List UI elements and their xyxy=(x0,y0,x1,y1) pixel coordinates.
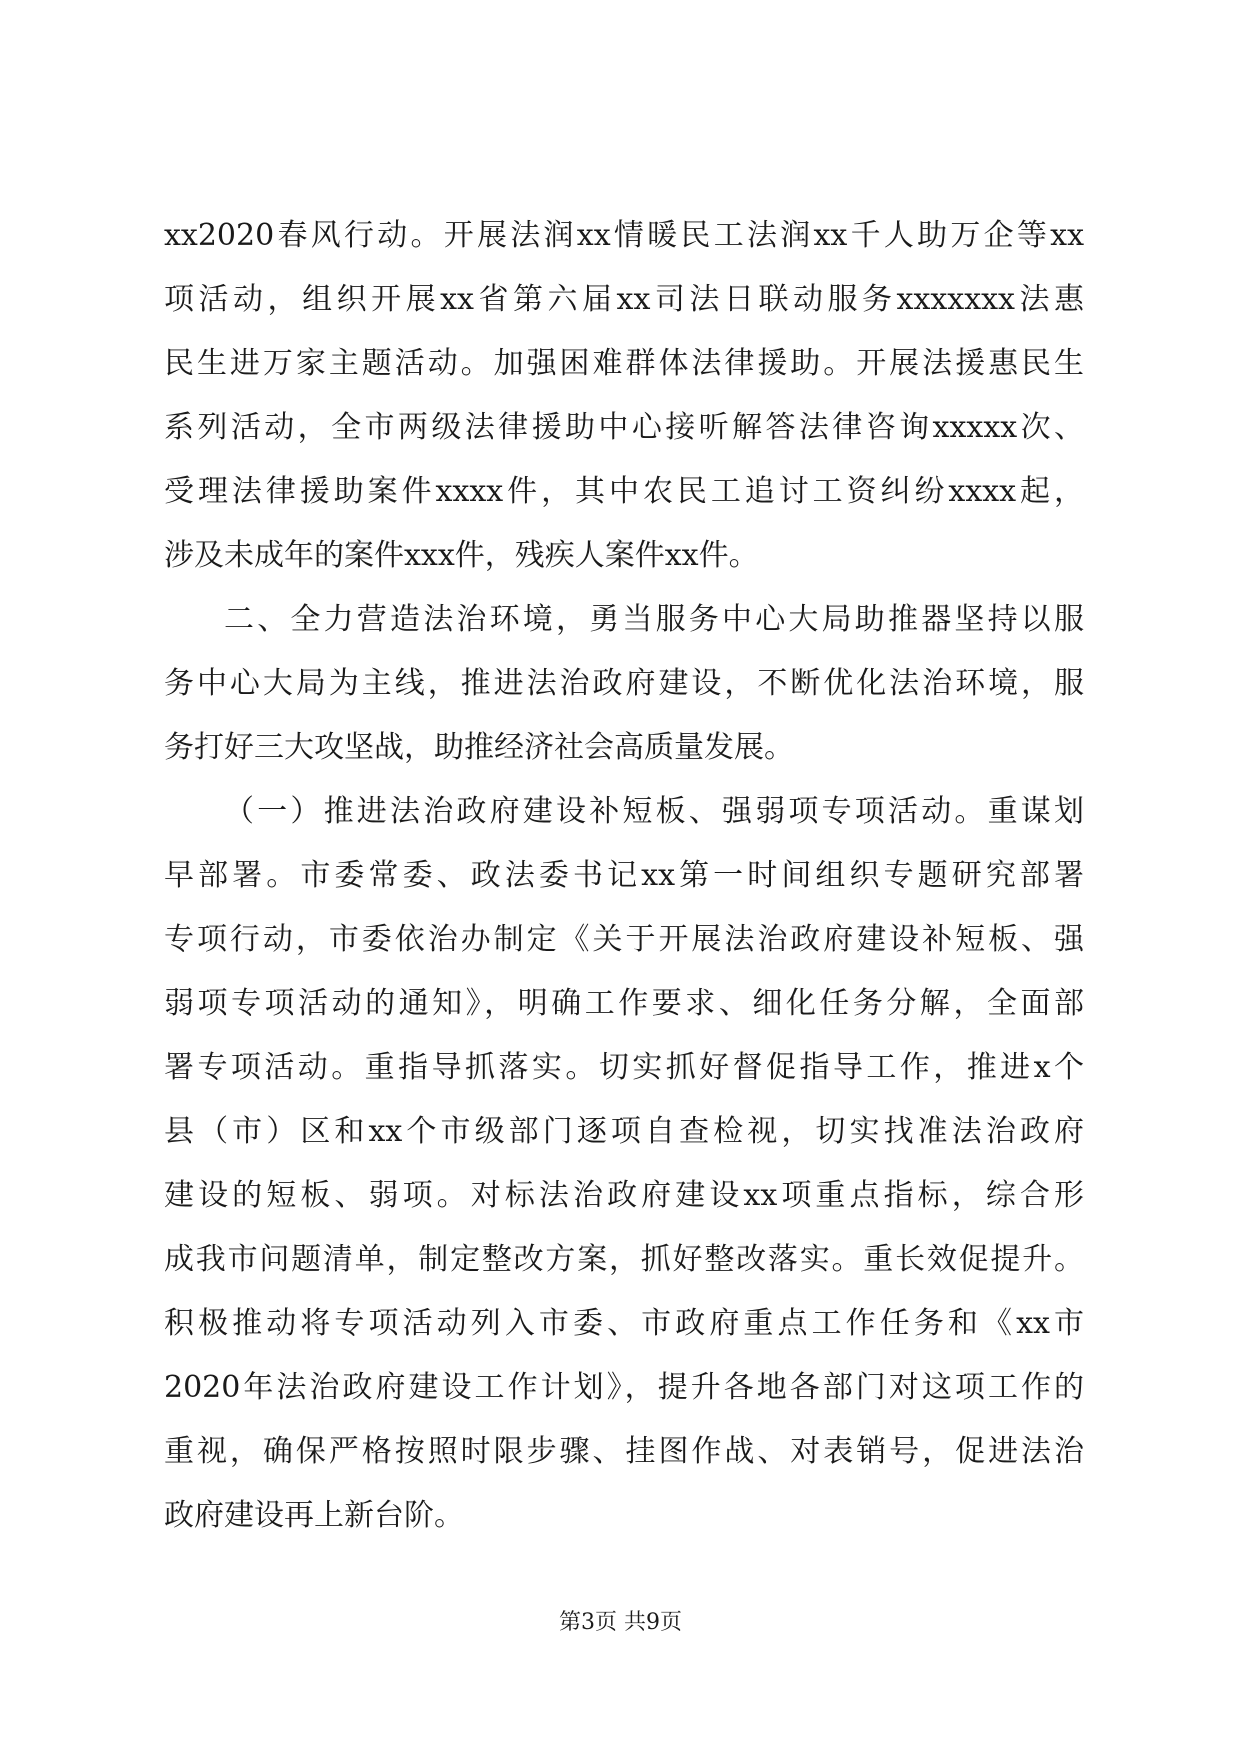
text-line: 项活动，组织开展xx省第六届xx司法日联动服务xxxxxxx法惠 xyxy=(164,282,1084,317)
text-line: 政府建设再上新台阶。 xyxy=(164,1498,464,1533)
text-line: 成我市问题清单，制定整改方案，抓好整改落实。重长效促提升。 xyxy=(164,1242,1084,1277)
text-line: 重视，确保严格按照时限步骤、挂图作战、对表销号，促进法治 xyxy=(164,1434,1084,1469)
text-line: 涉及未成年的案件xxx件，残疾人案件xx件。 xyxy=(164,538,759,573)
text-line: 民生进万家主题活动。加强困难群体法律援助。开展法援惠民生 xyxy=(164,346,1084,381)
text-line: 建设的短板、弱项。对标法治政府建设xx项重点指标，综合形 xyxy=(164,1178,1084,1213)
text-line: 二、全力营造法治环境，勇当服务中心大局助推器坚持以服 xyxy=(224,602,1084,637)
text-line: 早部署。市委常委、政法委书记xx第一时间组织专题研究部署 xyxy=(164,858,1084,893)
text-line: 务打好三大攻坚战，助推经济社会高质量发展。 xyxy=(164,730,794,765)
body-text xyxy=(164,204,1084,1548)
text-line: 积极推动将专项活动列入市委、市政府重点工作任务和《xx市 xyxy=(164,1306,1084,1341)
paragraph-1 xyxy=(164,204,1084,588)
text-line: 务中心大局为主线，推进法治政府建设，不断优化法治环境，服 xyxy=(164,666,1084,701)
text-line: 2020年法治政府建设工作计划》，提升各地各部门对这项工作的 xyxy=(164,1370,1084,1405)
text-line: 专项行动，市委依治办制定《关于开展法治政府建设补短板、强 xyxy=(164,922,1084,957)
text-line: 系列活动，全市两级法律援助中心接听解答法律咨询xxxxx次、 xyxy=(164,410,1084,445)
text-line: 受理法律援助案件xxxx件，其中农民工追讨工资纠纷xxxx起， xyxy=(164,474,1084,509)
page-number-footer: 第3页 共9页 xyxy=(559,1610,682,1635)
text-line: xx2020春风行动。开展法润xx情暖民工法润xx千人助万企等xx xyxy=(164,218,1084,253)
text-line: 县（市）区和xx个市级部门逐项自查检视，切实找准法治政府 xyxy=(164,1114,1084,1149)
text-line: （一）推进法治政府建设补短板、强弱项专项活动。重谋划 xyxy=(224,794,1084,829)
paragraph-2 xyxy=(164,588,1084,780)
text-line: 署专项活动。重指导抓落实。切实抓好督促指导工作，推进x个 xyxy=(164,1050,1084,1085)
text-line: 弱项专项活动的通知》，明确工作要求、细化任务分解，全面部 xyxy=(164,986,1084,1021)
paragraph-3 xyxy=(164,780,1084,1548)
